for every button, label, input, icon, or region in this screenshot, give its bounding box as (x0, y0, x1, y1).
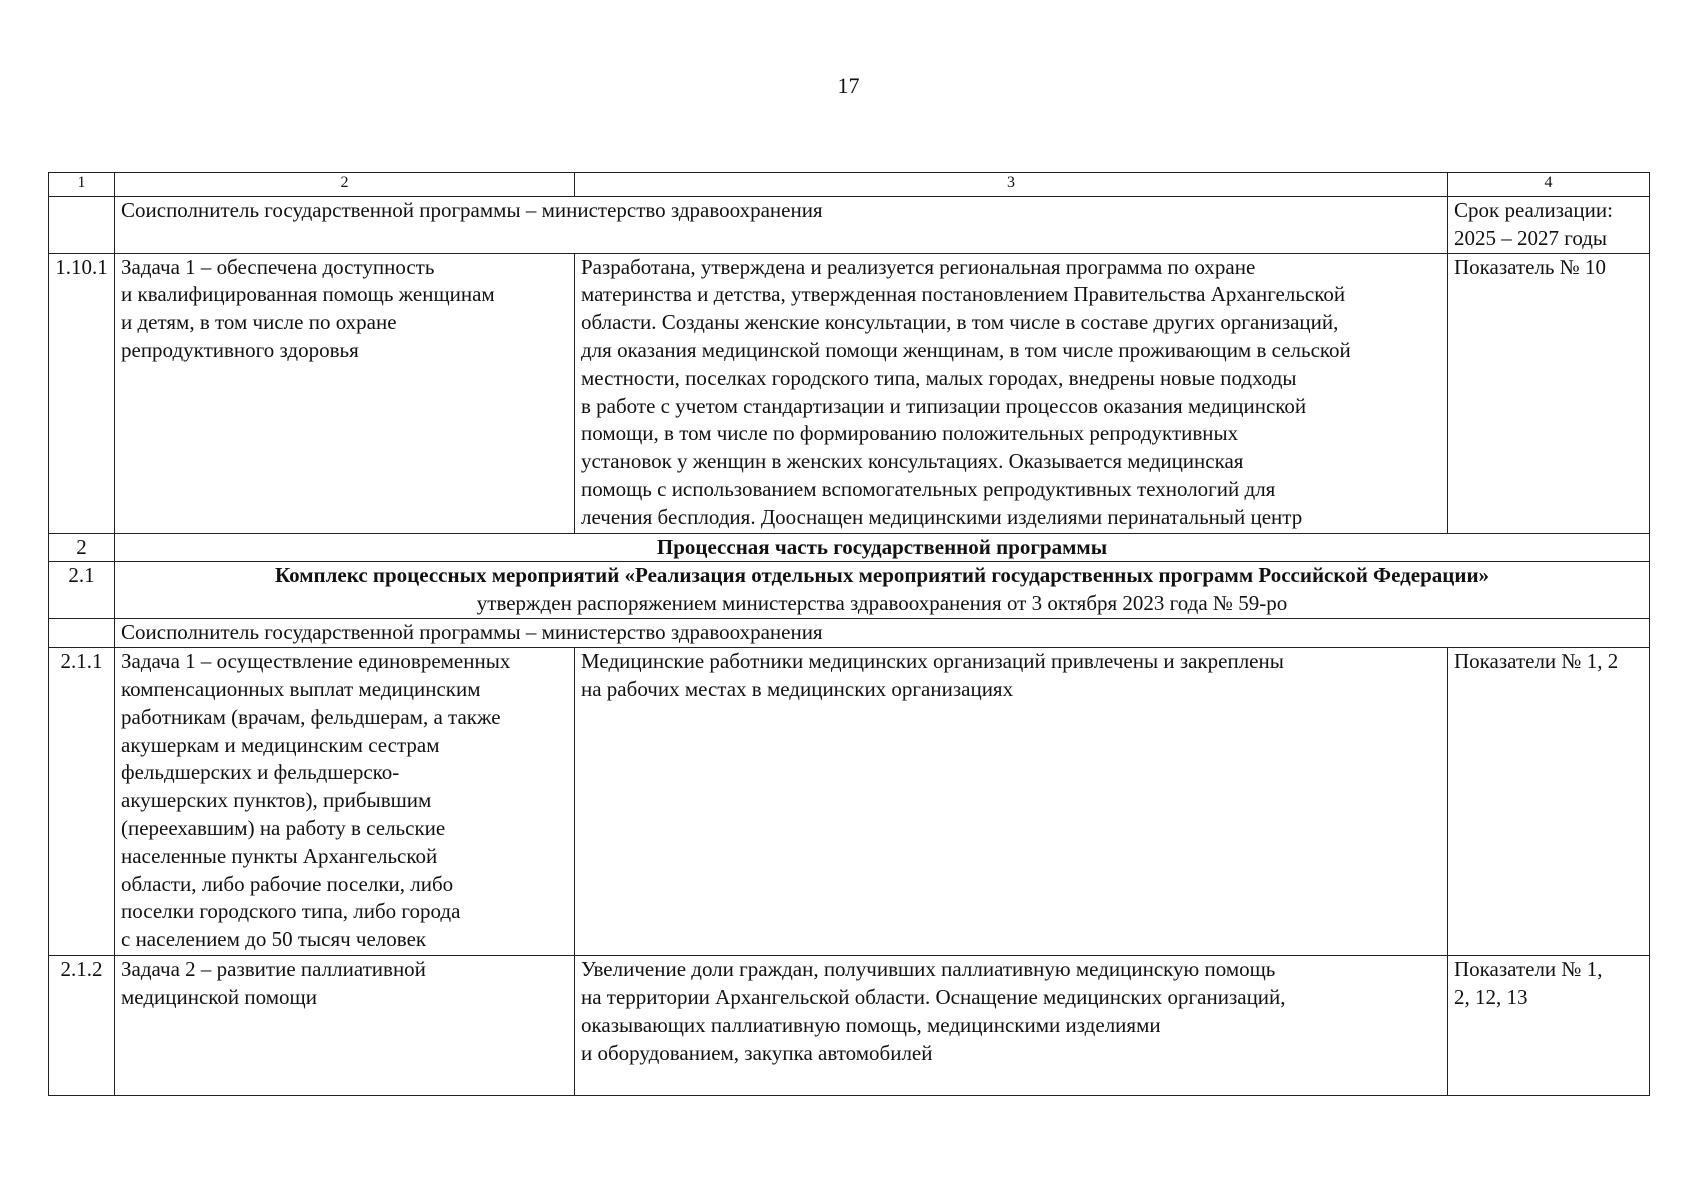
coexecutor-row (49, 619, 1650, 648)
column-header: 4 (1448, 173, 1650, 197)
indicator-line: 2, 12, 13 (1454, 984, 1528, 1009)
page-number: 17 (837, 73, 860, 98)
task-line: работникам (врачам, фельдшерам, а также (121, 704, 501, 729)
result-line: помощь с использованием вспомогательных репродуктивных технологий для (581, 476, 1276, 501)
coexecutor-text: Соисполнитель государственной программы – министерство здравоохранения (115, 619, 1650, 648)
indicator-line: Показатель № 10 (1454, 254, 1607, 279)
task-line: области, либо рабочие поселки, либо (121, 871, 454, 896)
task-cell (115, 648, 575, 956)
column-header: 3 (575, 173, 1448, 197)
task-line: репродуктивного здоровья (121, 337, 359, 362)
task-row-2-1-1 (49, 648, 1650, 956)
row-number: 2.1.1 (49, 648, 115, 956)
task-line: компенсационных выплат медицинским (121, 676, 481, 701)
section-title: Процессная часть государственной программы (115, 533, 1650, 562)
result-line: материнства и детства, утвержденная постановлением Правительства Архангельской (581, 282, 1346, 307)
task-cell (115, 253, 575, 533)
result-line: и оборудованием, закупка автомобилей (581, 1040, 933, 1065)
task-line: Задача 2 – развитие паллиативной (121, 957, 426, 982)
result-line: установок у женщин в женских консультациях. Оказывается медицинская (581, 449, 1244, 474)
complex-subtitle: утвержден распоряжением министерства здравоохранения от 3 октября 2023 года № 59-ро (476, 591, 1288, 616)
indicator-cell (1448, 648, 1650, 956)
task-row-1-10-1 (49, 253, 1650, 533)
result-line: на территории Архангельской области. Оснащение медицинских организаций, (581, 984, 1286, 1009)
indicator-cell (1448, 956, 1650, 1096)
complex-title: Комплекс процессных мероприятий «Реализация отдельных мероприятий государственных программ Российской Федерации» (274, 563, 1490, 588)
coexecutor-text: Соисполнитель государственной программы – министерство здравоохранения (115, 197, 1448, 254)
result-cell (575, 648, 1448, 956)
task-line: и детям, в том числе по охране (121, 310, 397, 335)
complex-cell (115, 562, 1650, 619)
indicator-line: Показатели № 1, 2 (1454, 649, 1619, 674)
section-row-2-1 (49, 562, 1650, 619)
task-line: Задача 1 – обеспечена доступность (121, 254, 435, 279)
result-cell (575, 253, 1448, 533)
task-line: поселки городского типа, либо города (121, 899, 461, 924)
task-line: фельдшерских и фельдшерско- (121, 760, 400, 785)
task-row-2-1-2 (49, 956, 1650, 1096)
task-line: Задача 1 – осуществление единовременных (121, 649, 511, 674)
column-header-row (49, 173, 1650, 197)
row-number: 2 (49, 533, 115, 562)
task-line: (переехавшим) на работу в сельские (121, 815, 446, 840)
row-number: 2.1 (49, 562, 115, 619)
result-line: на рабочих местах в медицинских организациях (581, 676, 1014, 701)
result-line: лечения бесплодия. Дооснащен медицинскими изделиями перинатальный центр (581, 504, 1303, 529)
task-line: и квалифицированная помощь женщинам (121, 282, 495, 307)
task-line: акушерских пунктов), прибывшим (121, 788, 432, 813)
result-line: местности, поселках городского типа, малых городах, внедрены новые подходы (581, 365, 1297, 390)
result-line: помощи, в том числе по формированию положительных репродуктивных (581, 421, 1239, 446)
coexecutor-row (49, 197, 1650, 254)
program-table (48, 172, 1650, 1096)
result-cell (575, 956, 1448, 1096)
result-line: оказывающих паллиативную помощь, медицинскими изделиями (581, 1012, 1161, 1037)
row-number-cell (49, 619, 115, 648)
row-number: 2.1.2 (49, 956, 115, 1096)
deadline-line: Срок реализации: (1454, 198, 1613, 222)
row-number-cell (49, 197, 115, 254)
column-header: 1 (49, 173, 115, 197)
deadline-cell (1448, 197, 1650, 254)
section-row-2 (49, 533, 1650, 562)
deadline-line: 2025 – 2027 годы (1454, 225, 1608, 250)
task-line: акушеркам и медицинским сестрам (121, 732, 440, 757)
result-line: Медицинские работники медицинских организаций привлечены и закреплены (581, 649, 1284, 674)
task-cell (115, 956, 575, 1096)
column-header: 2 (115, 173, 575, 197)
task-line: с населением до 50 тысяч человек (121, 927, 427, 952)
row-number: 1.10.1 (49, 253, 115, 533)
result-line: Разработана, утверждена и реализуется региональная программа по охране (581, 254, 1256, 279)
indicator-cell (1448, 253, 1650, 533)
result-line: Увеличение доли граждан, получивших паллиативную медицинскую помощь (581, 957, 1276, 982)
task-line: медицинской помощи (121, 984, 317, 1009)
result-line: для оказания медицинской помощи женщинам, в том числе проживающим в сельской (581, 337, 1351, 362)
task-line: населенные пункты Архангельской (121, 843, 438, 868)
result-line: области. Созданы женские консультации, в том числе в составе других организаций, (581, 310, 1339, 335)
result-line: в работе с учетом стандартизации и типизации процессов оказания медицинской (581, 393, 1307, 418)
indicator-line: Показатели № 1, (1454, 957, 1603, 982)
